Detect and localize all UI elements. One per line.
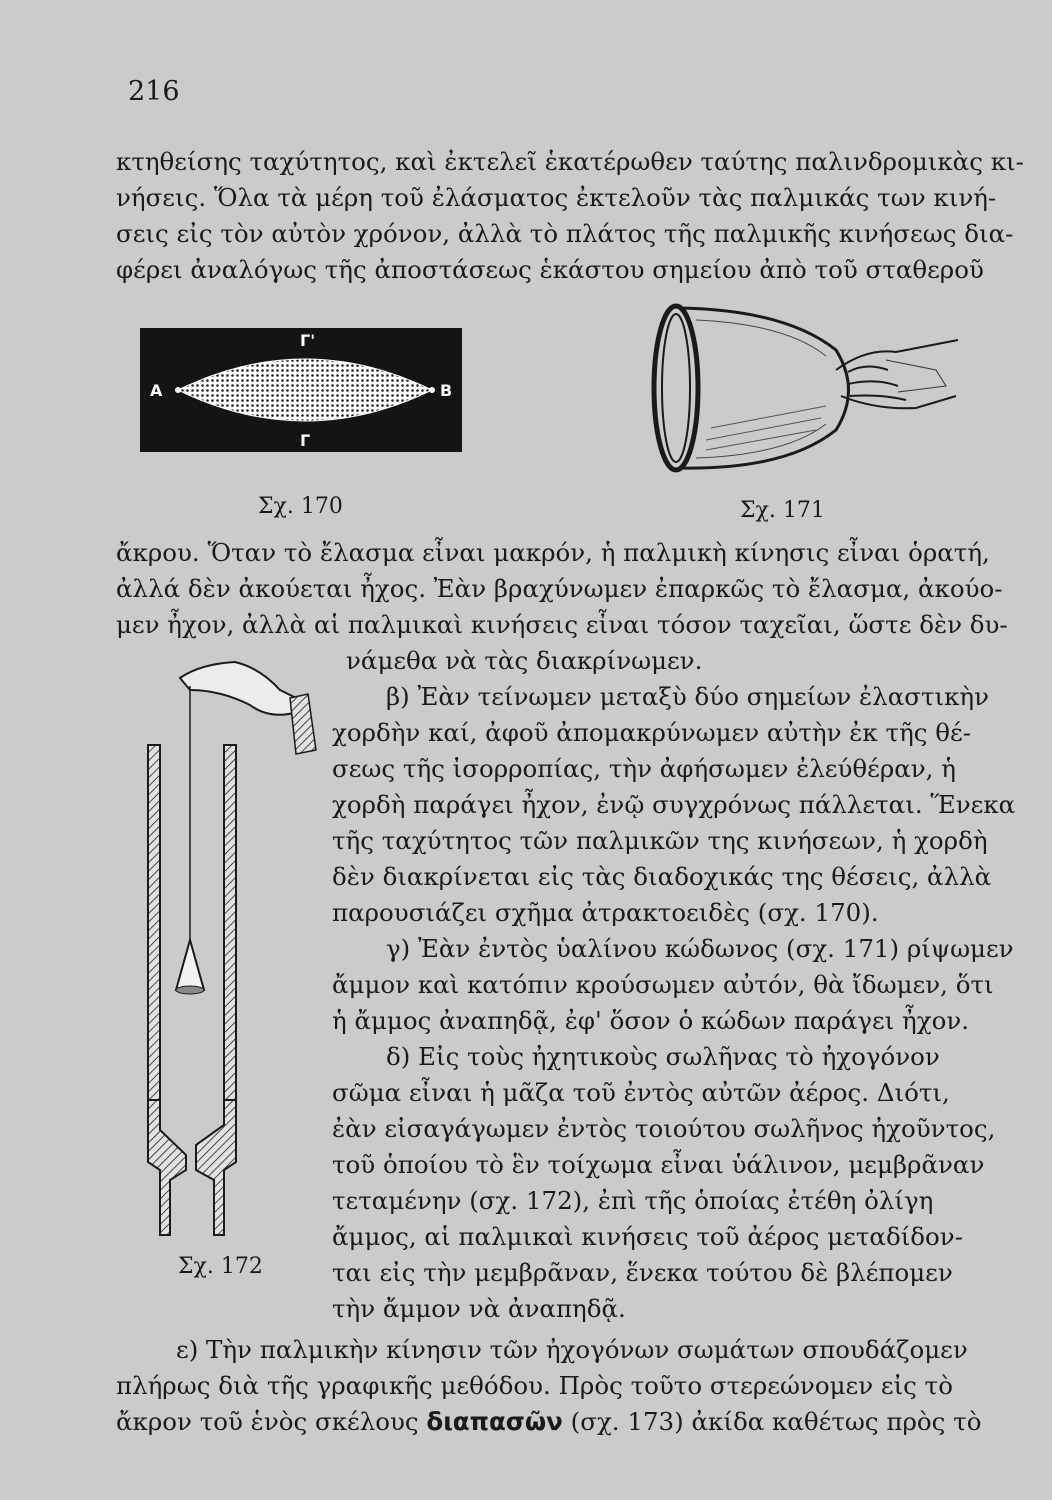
label-gamma-prime: Γ' xyxy=(300,331,316,350)
text-line: ἐὰν εἰσαγάγωμεν ἐντὸς τοιούτου σωλῆνος ἠχοῦντος, xyxy=(332,1114,996,1143)
text-line: τῆς ταχύτητος τῶν παλμικῶν της κινήσεων, ἡ χορδὴ xyxy=(332,826,988,855)
text-span: ἄκρον τοῦ ἑνὸς σκέλους xyxy=(116,1407,427,1436)
text-line: χορδὴν καί, ἀφοῦ ἀπομακρύνωμεν αὐτὴν ἐκ τῆς θέ- xyxy=(332,718,971,747)
text-line: κτηθείσης ταχύτητος, καὶ ἐκτελεῖ ἑκατέρωθεν ταύτης παλινδρομικὰς κι- xyxy=(116,147,1024,176)
figure-171-caption: Σχ. 171 xyxy=(740,498,825,523)
text-line: ται εἰς τὴν μεμβρᾶναν, ἕνεκα τούτου δὲ βλέπομεν xyxy=(332,1258,953,1287)
text-line: ε) Τὴν παλμικὴν κίνησιν τῶν ἠχογόνων σωμάτων σπουδάζομεν xyxy=(176,1335,968,1364)
text-line: χορδὴ παράγει ἦχον, ἐνῷ συγχρόνως πάλλεται. Ἕνεκα xyxy=(332,790,1016,819)
text-line: πλήρως διὰ τῆς γραφικῆς μεθόδου. Πρὸς τοῦτο στερεώνομεν εἰς τὸ xyxy=(116,1371,953,1400)
label-gamma: Γ xyxy=(300,431,311,450)
text-span: (σχ. 173) ἀκίδα καθέτως πρὸς τὸ xyxy=(562,1407,982,1436)
text-line: νάμεθα νὰ τὰς διακρίνωμεν. xyxy=(346,646,703,675)
text-line: τεταμένην (σχ. 172), ἐπὶ τῆς ὁποίας ἐτέθη ὀλίγη xyxy=(332,1186,934,1215)
text-line: δὲν διακρίνεται εἰς τὰς διαδοχικάς της θέσεις, ἀλλὰ xyxy=(332,862,992,891)
text-line: ἄκρου. Ὅταν τὸ ἔλασμα εἶναι μακρόν, ἡ παλμικὴ κίνησις εἶναι ὁρατή, xyxy=(116,538,990,567)
page-number: 216 xyxy=(128,76,180,107)
text-line: νήσεις. Ὅλα τὰ μέρη τοῦ ἐλάσματος ἐκτελοῦν τὰς παλμικάς των κινή- xyxy=(116,183,997,212)
spindle-diagram xyxy=(140,328,462,452)
figure-170-caption: Σχ. 170 xyxy=(258,494,343,519)
text-line: τοῦ ὁποίου τὸ ἓν τοίχωμα εἶναι ὑάλινον, μεμβρᾶναν xyxy=(332,1150,985,1179)
text-line: μεν ἦχον, ἀλλὰ αἱ παλμικαὶ κινήσεις εἶναι τόσον ταχεῖαι, ὥστε δὲν δυ- xyxy=(116,610,1008,639)
text-line xyxy=(116,1406,981,1438)
text-line: φέρει ἀναλόγως τῆς ἀποστάσεως ἑκάστου σημείου ἀπὸ τοῦ σταθεροῦ xyxy=(116,255,984,284)
figure-170-vibrating-string xyxy=(140,328,462,452)
text-line: ἄμμον καὶ κατόπιν κρούσωμεν αὐτόν, θὰ ἴδωμεν, ὅτι xyxy=(332,970,994,999)
label-beta: Β xyxy=(440,381,453,400)
text-line: παρουσιάζει σχῆμα ἀτρακτοειδὲς (σχ. 170). xyxy=(332,898,879,927)
text-line: γ) Ἐὰν ἐντὸς ὑαλίνου κώδωνος (σχ. 171) ρίψωμεν xyxy=(386,934,1014,963)
text-line: β) Ἐὰν τείνωμεν μεταξὺ δύο σημείων ἐλαστικὴν xyxy=(386,682,990,711)
text-line: σεως τῆς ἰσορροπίας, τὴν ἀφήσωμεν ἐλεύθέραν, ἡ xyxy=(332,754,956,783)
text-line: τὴν ἄμμον νὰ ἀναπηδᾷ. xyxy=(332,1294,626,1323)
figure-172-sounding-tube xyxy=(140,650,340,1240)
text-line: σεις εἰς τὸν αὐτὸν χρόνον, ἀλλὰ τὸ πλάτος τῆς παλμικῆς κινήσεως δια- xyxy=(116,219,1014,248)
figure-171-glass-bell xyxy=(636,300,966,480)
label-alpha: Α xyxy=(150,381,163,400)
text-line: ἄμμος, αἱ παλμικαὶ κινήσεις τοῦ ἀέρος μεταδίδον- xyxy=(332,1222,963,1251)
text-line: ἡ ἄμμος ἀναπηδᾷ, ἐφ' ὅσον ὁ κώδων παράγει ἦχον. xyxy=(332,1006,969,1035)
bold-term-diapason: διαπασῶν xyxy=(426,1407,563,1436)
text-line: σῶμα εἶναι ἡ μᾶζα τοῦ ἐντὸς αὐτῶν ἀέρος. Διότι, xyxy=(332,1078,950,1107)
tube-drawing xyxy=(140,650,340,1240)
bell-drawing xyxy=(636,300,966,480)
text-line: ἀλλά δὲν ἀκούεται ἦχος. Ἐὰν βραχύνωμεν ἐπαρκῶς τὸ ἔλασμα, ἀκούο- xyxy=(116,574,1003,603)
figure-172-caption: Σχ. 172 xyxy=(178,1254,263,1279)
text-line: δ) Εἰς τοὺς ἠχητικοὺς σωλῆνας τὸ ἠχογόνον xyxy=(386,1042,940,1071)
